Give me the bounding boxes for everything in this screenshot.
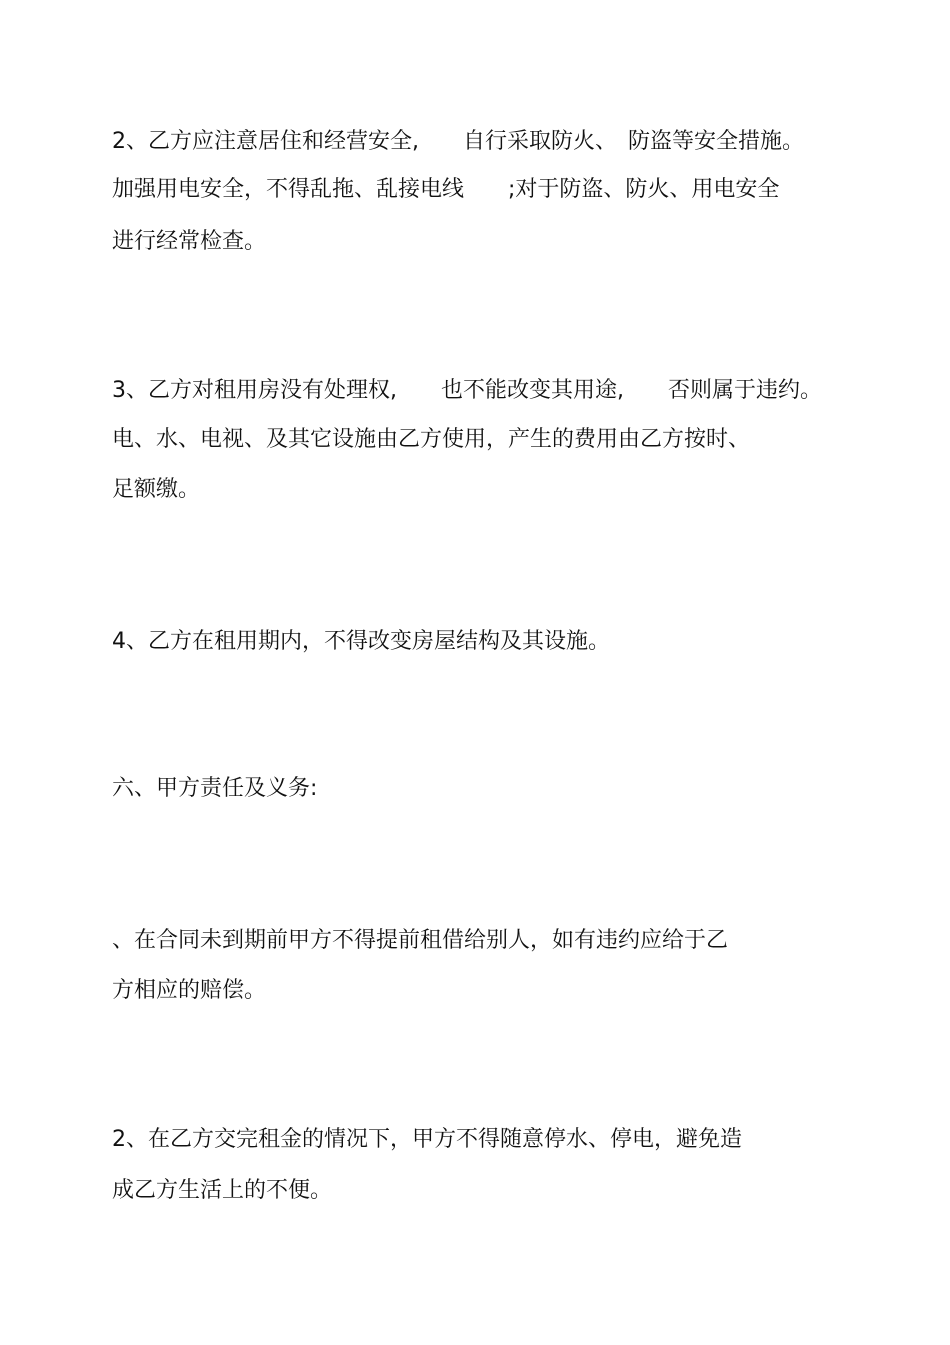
duty-1-line-2: 方相应的赔偿。 bbox=[112, 978, 267, 1003]
paragraph-3-line-2: 电、水、电视、及其它设施由乙方使用，产生的费用由乙方按时、 bbox=[112, 427, 751, 452]
paragraph-3-line-3: 足额缴。 bbox=[112, 477, 201, 502]
duty-2-line-1: 2、在乙方交完租金的情况下，甲方不得随意停水、停电，避免造 bbox=[112, 1127, 742, 1152]
paragraph-2-line-3: 进行经常检查。 bbox=[112, 229, 267, 254]
section-heading: 六、甲方责任及义务: bbox=[112, 776, 318, 801]
duty-2-line-2: 成乙方生活上的不便。 bbox=[112, 1178, 333, 1203]
paragraph-2-line-2: 加强用电安全，不得乱拖、乱接电线 ;对于防盗、防火、用电安全 bbox=[112, 177, 780, 202]
duty-1-line-1: 、在合同未到期前甲方不得提前租借给别人，如有违约应给于乙 bbox=[112, 928, 729, 953]
paragraph-3-line-1: 3、乙方对租用房没有处理权, 也不能改变其用途, 否则属于违约。 bbox=[112, 378, 822, 403]
paragraph-4-line-1: 4、乙方在租用期内，不得改变房屋结构及其设施。 bbox=[112, 629, 610, 654]
paragraph-2-line-1: 2、乙方应注意居住和经营安全, 自行采取防火、 防盗等安全措施。 bbox=[112, 129, 804, 154]
